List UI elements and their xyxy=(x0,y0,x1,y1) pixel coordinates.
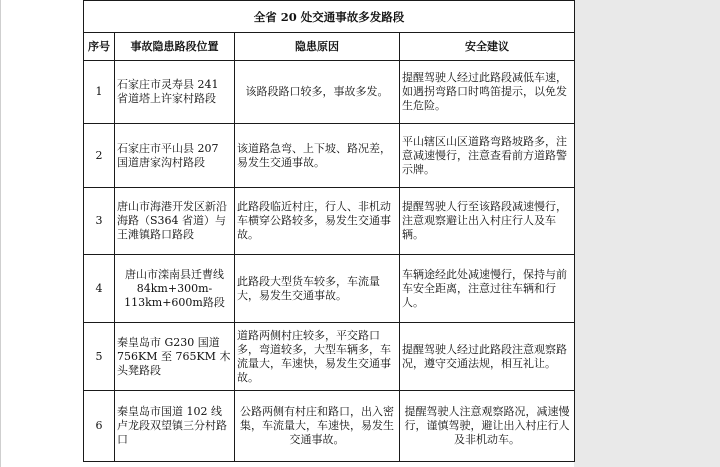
table-header-row xyxy=(84,33,575,61)
row-advice: 提醒驾驶人经过此路段减低车速，如遇拐弯路口时鸣笛提示，以免发生危险。 xyxy=(400,61,575,124)
row-advice: 提醒驾驶人行至该路段减速慢行，注意观察避让出入村庄行人及车辆。 xyxy=(400,188,575,255)
viewer-background-panel xyxy=(574,0,720,467)
table-title: 全省 20 处交通事故多发路段 xyxy=(84,1,575,33)
table-row xyxy=(84,61,575,124)
row-number: 5 xyxy=(84,323,115,391)
table-row xyxy=(84,391,575,462)
header-cause: 隐患原因 xyxy=(235,33,400,61)
row-location: 石家庄市灵寿县 241 省道塔上许家村路段 xyxy=(115,61,235,124)
row-advice: 提醒驾驶人注意观察路况，减速慢行，谨慎驾驶，避让出入村庄行人及非机动车。 xyxy=(400,391,575,462)
row-advice: 提醒驾驶人经过此路段注意观察路况，遵守交通法规，相互礼让。 xyxy=(400,323,575,391)
accident-road-table xyxy=(83,0,575,462)
row-cause: 道路两侧村庄较多，平交路口多，弯道较多，大型车辆多，车流量大，车速快，易发生交通事故。 xyxy=(235,323,400,391)
row-number: 3 xyxy=(84,188,115,255)
row-cause: 该路段路口较多，事故多发。 xyxy=(235,61,400,124)
row-location: 唐山市滦南县迁曹线84km+300m-113km+600m路段 xyxy=(115,255,235,323)
row-location: 秦皇岛市 G230 国道 756KM 至 765KM 木头凳路段 xyxy=(115,323,235,391)
row-number: 4 xyxy=(84,255,115,323)
header-advice: 安全建议 xyxy=(400,33,575,61)
table-row xyxy=(84,188,575,255)
header-no: 序号 xyxy=(84,33,115,61)
row-location: 石家庄市平山县 207 国道唐家沟村路段 xyxy=(115,124,235,188)
row-advice: 平山辖区山区道路弯路坡路多，注意减速慢行，注意查看前方道路警示牌。 xyxy=(400,124,575,188)
row-cause: 此路段大型货车较多，车流量大，易发生交通事故。 xyxy=(235,255,400,323)
table-title-row xyxy=(84,1,575,33)
row-cause: 此路段临近村庄，行人、非机动车横穿公路较多，易发生交通事故。 xyxy=(235,188,400,255)
table-row xyxy=(84,124,575,188)
row-location: 唐山市海港开发区新沿海路（S364 省道）与王滩镇路口路段 xyxy=(115,188,235,255)
row-location: 秦皇岛市国道 102 线卢龙段双望镇三分村路口 xyxy=(115,391,235,462)
header-location: 事故隐患路段位置 xyxy=(115,33,235,61)
row-number: 1 xyxy=(84,61,115,124)
table-row xyxy=(84,255,575,323)
left-edge-line xyxy=(0,0,1,467)
row-number: 6 xyxy=(84,391,115,462)
table-row xyxy=(84,323,575,391)
row-number: 2 xyxy=(84,124,115,188)
row-cause: 公路两侧有村庄和路口，出入密集，车流量大，车速快，易发生交通事故。 xyxy=(235,391,400,462)
row-advice: 车辆途经此处减速慢行，保持与前车安全距离，注意过往车辆和行人。 xyxy=(400,255,575,323)
row-cause: 该道路急弯、上下坡、路况差，易发生交通事故。 xyxy=(235,124,400,188)
